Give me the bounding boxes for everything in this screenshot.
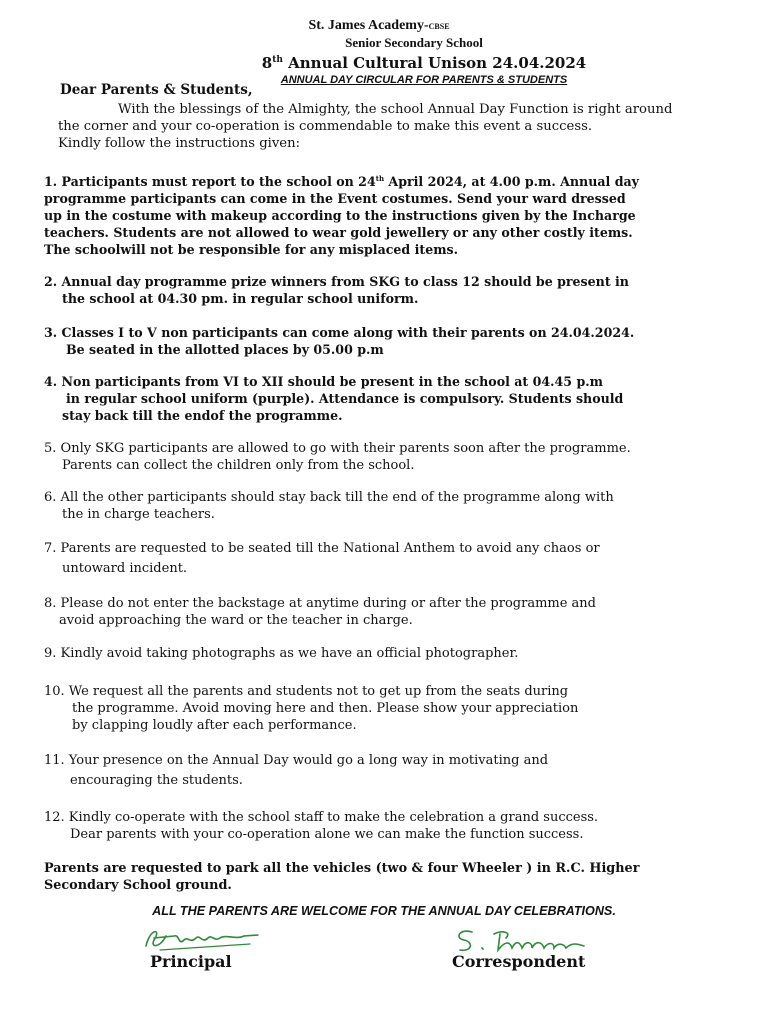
instruction-line: programme participants can come in the Event costumes. Send your ward dressed — [44, 191, 626, 207]
instruction-5 — [44, 440, 744, 474]
instruction-line: 9. Kindly avoid taking photographs as we have an official photographer. — [44, 646, 519, 661]
instruction-line: Dear parents with your co-operation alone we can make the function success. — [70, 827, 584, 842]
welcome-banner: ALL THE PARENTS ARE WELCOME FOR THE ANNUAL DAY CELEBRATIONS. — [152, 904, 616, 918]
instruction-line: up in the costume with makeup according to the instructions given by the Incharge — [44, 208, 636, 224]
salutation: Dear Parents & Students, — [60, 82, 253, 98]
instruction-line: by clapping loudly after each performance. — [72, 718, 357, 733]
event-ordinal-suffix: th — [272, 55, 283, 65]
instruction-4 — [44, 373, 744, 424]
principal-label: Principal — [150, 952, 232, 971]
circular-title: ANNUAL DAY CIRCULAR FOR PARENTS & STUDENTS — [280, 74, 568, 86]
intro-line: With the blessings of the Almighty, the school Annual Day Function is right around — [118, 102, 673, 117]
school-name-text: St. James Academy- — [308, 18, 429, 33]
instruction-text: 1. Participants must report to the school on 24 — [44, 174, 376, 190]
parking-line: Secondary School ground. — [44, 878, 232, 893]
intro-paragraph — [58, 101, 748, 152]
instruction-line: 5. Only SKG participants are allowed to go with their parents soon after the programme. — [44, 441, 631, 456]
instruction-8 — [44, 595, 744, 629]
instruction-line: The schoolwill not be responsible for any misplaced items. — [44, 242, 459, 258]
instruction-12 — [44, 809, 744, 843]
instruction-line: 12. Kindly co-operate with the school staff to make the celebration a grand success. — [44, 810, 599, 825]
correspondent-label: Correspondent — [452, 952, 586, 971]
instruction-line: 4. Non participants from VI to XII should be present in the school at 04.45 p.m — [44, 374, 603, 389]
instruction-line: Parents can collect the children only from the school. — [62, 458, 415, 473]
instruction-line: 10. We request all the parents and students not to get up from the seats during — [44, 684, 569, 699]
letterhead — [0, 18, 768, 87]
parking-note — [44, 860, 744, 894]
instruction-6 — [44, 489, 744, 523]
instruction-line: the programme. Avoid moving here and then. Please show your appreciation — [72, 701, 579, 716]
instruction-line: the school at 04.30 pm. in regular school uniform. — [62, 291, 419, 306]
instruction-11 — [44, 752, 744, 789]
instruction-line: encouraging the students. — [70, 773, 243, 788]
school-level: Senior Secondary School — [345, 35, 483, 50]
school-name — [0, 18, 768, 35]
intro-line: the corner and your co-operation is commendable to make this event a success. — [58, 119, 593, 134]
instruction-line: 7. Parents are requested to be seated till the National Anthem to avoid any chaos or — [44, 541, 600, 556]
instruction-line: teachers. Students are not allowed to wear gold jewellery or any other costly items. — [44, 225, 633, 241]
instruction-text: April 2024, at 4.00 p.m. Annual day — [384, 174, 639, 190]
instruction-line: Be seated in the allotted places by 05.00 p.m — [66, 342, 384, 357]
instruction-line: avoid approaching the ward or the teacher in charge. — [59, 613, 413, 628]
parking-line: Parents are requested to park all the vehicles (two & four Wheeler ) in R.C. Higher — [44, 861, 640, 876]
instruction-line: the in charge teachers. — [62, 507, 215, 522]
intro-line: Kindly follow the instructions given: — [58, 136, 301, 151]
instruction-line — [44, 170, 744, 190]
instruction-line: 11. Your presence on the Annual Day would go a long way in motivating and — [44, 753, 549, 768]
instruction-2 — [44, 273, 744, 307]
instruction-1 — [44, 170, 744, 258]
date-suffix: th — [375, 174, 385, 183]
instruction-line: 3. Classes I to V non participants can come along with their parents on 24.04.2024. — [44, 325, 635, 340]
principal-signature — [140, 924, 270, 954]
instruction-line: 8. Please do not enter the backstage at anytime during or after the programme and — [44, 596, 596, 611]
event-title-text: Annual Cultural Unison 24.04.2024 — [288, 54, 587, 72]
instruction-line: in regular school uniform (purple). Attendance is compulsory. Students should — [66, 391, 624, 406]
instruction-7 — [44, 540, 744, 577]
instruction-line: 2. Annual day programme prize winners from SKG to class 12 should be present in — [44, 274, 629, 289]
event-title — [80, 50, 768, 73]
instruction-line: 6. All the other participants should stay back till the end of the programme along with — [44, 490, 614, 505]
instruction-10 — [44, 683, 744, 734]
board-label: CBSE — [428, 22, 450, 31]
instruction-line: stay back till the endof the programme. — [62, 408, 343, 423]
instruction-9 — [44, 645, 744, 662]
event-ordinal: 8 — [261, 54, 273, 72]
instruction-3 — [44, 324, 744, 358]
instruction-line: untoward incident. — [62, 561, 188, 576]
